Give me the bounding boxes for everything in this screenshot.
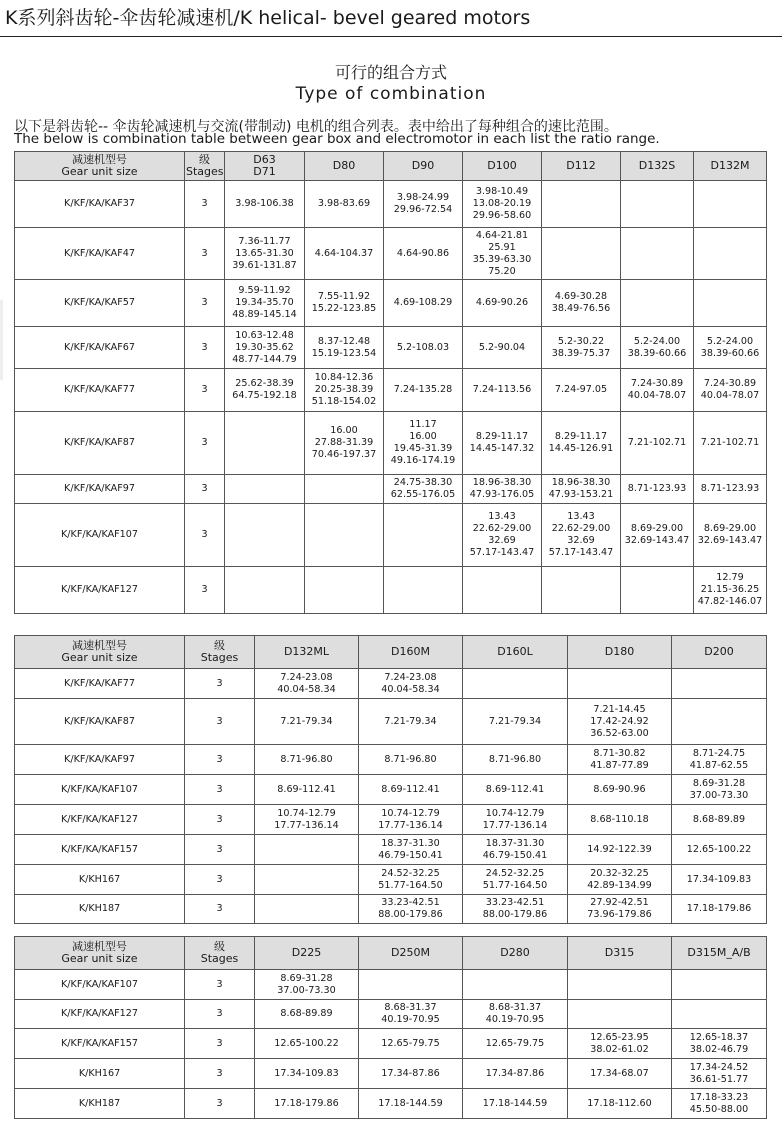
stages-cell: 3	[185, 745, 255, 775]
header-stages-en: Stages	[200, 952, 239, 965]
ratio-cell: 3.98-24.99 29.96-72.54	[384, 181, 463, 228]
ratio-cell: 10.84-12.36 20.25-38.39 51.18-154.02	[305, 369, 384, 412]
ratio-cell	[305, 567, 384, 614]
ratio-cell: 3.98-83.69	[305, 181, 384, 228]
ratio-cell: 4.64-104.37	[305, 228, 384, 280]
gear-unit-cell: K/KF/KA/KAF87	[15, 699, 185, 745]
ratio-cell	[255, 895, 359, 924]
table-row	[15, 475, 767, 504]
ratio-cell	[305, 504, 384, 567]
ratio-cell: 17.18-33.23 45.50-88.00	[672, 1089, 767, 1119]
ratio-cell	[542, 181, 621, 228]
ratio-cell: 13.43 22.62-29.00 32.69 57.17-143.47	[463, 504, 542, 567]
stages-cell: 3	[185, 835, 255, 865]
ratio-cell: 7.21-102.71	[621, 412, 694, 475]
ratio-cell: 5.2-24.00 38.39-60.66	[694, 327, 767, 369]
table-row	[15, 327, 767, 369]
ratio-cell: 4.69-108.29	[384, 280, 463, 327]
stages-cell: 3	[185, 280, 225, 327]
table-row	[15, 865, 767, 895]
ratio-cell	[621, 228, 694, 280]
ratio-cell: 8.69-90.96	[568, 775, 672, 805]
ratio-cell: 8.71-30.82 41.87-77.89	[568, 745, 672, 775]
header-motor: D160M	[359, 636, 463, 669]
ratio-cell: 16.00 27.88-31.39 70.46-197.37	[305, 412, 384, 475]
stages-cell: 3	[185, 895, 255, 924]
header-motor: D200	[672, 636, 767, 669]
section-heading-cn: 可行的组合方式	[334, 63, 447, 82]
gear-unit-cell: K/KF/KA/KAF37	[15, 181, 185, 228]
gear-unit-cell: K/KF/KA/KAF127	[15, 1000, 185, 1029]
ratio-cell: 7.21-102.71	[694, 412, 767, 475]
ratio-cell: 17.18-179.86	[672, 895, 767, 924]
ratio-cell	[568, 970, 672, 1000]
ratio-cell: 7.21-14.45 17.42-24.92 36.52-63.00	[568, 699, 672, 745]
table-header-row	[15, 937, 767, 970]
ratio-cell: 20.32-32.25 42.89-134.99	[568, 865, 672, 895]
gear-unit-cell: K/KF/KA/KAF47	[15, 228, 185, 280]
ratio-cell	[225, 567, 305, 614]
ratio-cell	[225, 504, 305, 567]
page-edge-tab	[0, 300, 3, 380]
ratio-cell: 18.37-31.30 46.79-150.41	[463, 835, 568, 865]
header-motor: D180	[568, 636, 672, 669]
table-row	[15, 1089, 767, 1119]
ratio-cell	[225, 475, 305, 504]
ratio-cell: 17.34-68.07	[568, 1059, 672, 1089]
ratio-cell: 17.34-109.83	[255, 1059, 359, 1089]
stages-cell: 3	[185, 1000, 255, 1029]
stages-cell: 3	[185, 327, 225, 369]
header-motor: D100	[463, 152, 542, 181]
stages-cell: 3	[185, 970, 255, 1000]
header-motor: D90	[384, 152, 463, 181]
ratio-cell: 10.74-12.79 17.77-136.14	[255, 805, 359, 835]
ratio-cell: 12.65-100.22	[255, 1029, 359, 1059]
ratio-cell: 8.29-11.17 14.45-147.32	[463, 412, 542, 475]
ratio-cell: 18.37-31.30 46.79-150.41	[359, 835, 463, 865]
header-motor: D160L	[463, 636, 568, 669]
ratio-cell	[463, 970, 568, 1000]
gear-unit-cell: K/KH167	[15, 865, 185, 895]
ratio-cell: 27.92-42.51 73.96-179.86	[568, 895, 672, 924]
stages-cell: 3	[185, 1029, 255, 1059]
table-row	[15, 412, 767, 475]
header-stages	[185, 937, 255, 970]
gear-unit-cell: K/KF/KA/KAF97	[15, 745, 185, 775]
ratio-cell	[672, 669, 767, 699]
section-heading-en: Type of combination	[295, 84, 487, 104]
ratio-cell: 11.17 16.00 19.45-31.39 49.16-174.19	[384, 412, 463, 475]
gear-unit-cell: K/KF/KA/KAF157	[15, 1029, 185, 1059]
ratio-cell: 7.55-11.92 15.22-123.85	[305, 280, 384, 327]
ratio-cell	[255, 865, 359, 895]
stages-cell: 3	[185, 699, 255, 745]
table-row	[15, 280, 767, 327]
ratio-cell	[672, 1000, 767, 1029]
ratio-cell: 8.69-31.28 37.00-73.30	[672, 775, 767, 805]
table-row	[15, 745, 767, 775]
table-row	[15, 504, 767, 567]
ratio-cell: 17.34-109.83	[672, 865, 767, 895]
ratio-cell: 4.69-90.26	[463, 280, 542, 327]
gear-unit-cell: K/KF/KA/KAF87	[15, 412, 185, 475]
header-motor: D132ML	[255, 636, 359, 669]
ratio-cell: 8.69-112.41	[463, 775, 568, 805]
ratio-cell	[255, 835, 359, 865]
header-motor: D315M_A/B	[672, 937, 767, 970]
ratio-cell: 12.65-79.75	[463, 1029, 568, 1059]
header-motor: D112	[542, 152, 621, 181]
ratio-cell	[621, 280, 694, 327]
table-row	[15, 228, 767, 280]
table-row	[15, 669, 767, 699]
stages-cell: 3	[185, 181, 225, 228]
ratio-cell: 17.18-144.59	[359, 1089, 463, 1119]
header-motor: D132S	[621, 152, 694, 181]
header-motor: D250M	[359, 937, 463, 970]
ratio-cell: 7.36-11.77 13.65-31.30 39.61-131.87	[225, 228, 305, 280]
ratio-cell: 7.21-79.34	[463, 699, 568, 745]
ratio-cell	[542, 567, 621, 614]
stages-cell: 3	[185, 805, 255, 835]
table-row	[15, 699, 767, 745]
ratio-cell: 17.18-144.59	[463, 1089, 568, 1119]
table-row	[15, 1059, 767, 1089]
ratio-cell	[672, 699, 767, 745]
ratio-cell: 8.71-123.93	[694, 475, 767, 504]
gear-unit-cell: K/KH187	[15, 1089, 185, 1119]
header-stages-cn: 级	[214, 639, 225, 652]
stages-cell: 3	[185, 865, 255, 895]
ratio-cell	[621, 567, 694, 614]
title-divider	[0, 36, 782, 37]
ratio-cell: 8.68-89.89	[672, 805, 767, 835]
ratio-cell: 7.21-79.34	[359, 699, 463, 745]
ratio-cell: 8.69-31.28 37.00-73.30	[255, 970, 359, 1000]
ratio-cell: 7.24-30.89 40.04-78.07	[694, 369, 767, 412]
header-unit-en: Gear unit size	[61, 165, 138, 178]
ratio-cell: 8.37-12.48 15.19-123.54	[305, 327, 384, 369]
ratio-cell: 3.98-106.38	[225, 181, 305, 228]
stages-cell: 3	[185, 228, 225, 280]
ratio-cell: 3.98-10.49 13.08-20.19 29.96-58.60	[463, 181, 542, 228]
header-motor: D280	[463, 937, 568, 970]
ratio-cell	[384, 567, 463, 614]
page-title: K系列斜齿轮-伞齿轮减速机/K helical- bevel geared motors	[5, 7, 531, 29]
ratio-cell: 5.2-24.00 38.39-60.66	[621, 327, 694, 369]
stages-cell: 3	[185, 504, 225, 567]
header-stages	[185, 152, 225, 181]
table-row	[15, 895, 767, 924]
table-header-row	[15, 636, 767, 669]
ratio-cell	[384, 504, 463, 567]
intro-text-cn: 以下是斜齿轮-- 伞齿轮减速机与交流(带制动) 电机的组合列表。表中给出了每种组合的速比范围。	[14, 119, 618, 135]
ratio-cell: 12.65-100.22	[672, 835, 767, 865]
ratio-cell	[694, 181, 767, 228]
gear-unit-cell: K/KH167	[15, 1059, 185, 1089]
header-motor: D132M	[694, 152, 767, 181]
ratio-cell: 18.96-38.30 47.93-153.21	[542, 475, 621, 504]
stages-cell: 3	[185, 567, 225, 614]
ratio-cell: 7.24-113.56	[463, 369, 542, 412]
header-unit-cn: 减速机型号	[72, 940, 127, 953]
ratio-cell: 5.2-90.04	[463, 327, 542, 369]
ratio-cell: 4.64-21.81 25.91 35.39-63.30 75.20	[463, 228, 542, 280]
ratio-cell	[542, 228, 621, 280]
gear-unit-cell: K/KF/KA/KAF157	[15, 835, 185, 865]
ratio-cell: 10.63-12.48 19.30-35.62 48.77-144.79	[225, 327, 305, 369]
gear-unit-cell: K/KF/KA/KAF77	[15, 669, 185, 699]
table-row	[15, 970, 767, 1000]
ratio-cell: 17.18-179.86	[255, 1089, 359, 1119]
stages-cell: 3	[185, 1089, 255, 1119]
table-row	[15, 805, 767, 835]
ratio-cell: 8.68-110.18	[568, 805, 672, 835]
ratio-cell: 12.65-18.37 38.02-46.79	[672, 1029, 767, 1059]
header-gear-unit	[15, 152, 185, 181]
ratio-cell: 10.74-12.79 17.77-136.14	[463, 805, 568, 835]
ratio-cell: 9.59-11.92 19.34-35.70 48.89-145.14	[225, 280, 305, 327]
header-gear-unit	[15, 937, 185, 970]
stages-cell: 3	[185, 412, 225, 475]
header-stages-en: Stages	[186, 165, 224, 178]
table-row	[15, 775, 767, 805]
gear-unit-cell: K/KH187	[15, 895, 185, 924]
ratio-cell: 8.71-123.93	[621, 475, 694, 504]
header-motor: D315	[568, 937, 672, 970]
gear-unit-cell: K/KF/KA/KAF107	[15, 504, 185, 567]
gear-unit-cell: K/KF/KA/KAF107	[15, 775, 185, 805]
ratio-cell	[305, 475, 384, 504]
header-unit-cn: 减速机型号	[72, 153, 127, 166]
ratio-cell: 7.21-79.34	[255, 699, 359, 745]
ratio-cell: 12.65-79.75	[359, 1029, 463, 1059]
header-unit-en: Gear unit size	[61, 651, 138, 664]
gear-unit-cell: K/KF/KA/KAF107	[15, 970, 185, 1000]
ratio-cell: 10.74-12.79 17.77-136.14	[359, 805, 463, 835]
header-stages-cn: 级	[199, 153, 210, 166]
ratio-cell: 17.34-87.86	[463, 1059, 568, 1089]
stages-cell: 3	[185, 369, 225, 412]
ratio-cell: 7.24-23.08 40.04-58.34	[359, 669, 463, 699]
ratio-cell: 12.79 21.15-36.25 47.82-146.07	[694, 567, 767, 614]
stages-cell: 3	[185, 1059, 255, 1089]
ratio-cell: 25.62-38.39 64.75-192.18	[225, 369, 305, 412]
ratio-cell: 8.69-29.00 32.69-143.47	[694, 504, 767, 567]
ratio-cell: 8.71-96.80	[255, 745, 359, 775]
ratio-cell: 17.34-87.86	[359, 1059, 463, 1089]
gear-unit-cell: K/KF/KA/KAF57	[15, 280, 185, 327]
header-stages-cn: 级	[214, 940, 225, 953]
ratio-cell: 17.34-24.52 36.61-51.77	[672, 1059, 767, 1089]
ratio-cell: 24.52-32.25 51.77-164.50	[463, 865, 568, 895]
ratio-cell: 8.68-31.37 40.19-70.95	[359, 1000, 463, 1029]
table-row	[15, 835, 767, 865]
ratio-cell: 8.71-24.75 41.87-62.55	[672, 745, 767, 775]
ratio-cell	[463, 669, 568, 699]
ratio-cell: 13.43 22.62-29.00 32.69 57.17-143.47	[542, 504, 621, 567]
ratio-cell	[694, 280, 767, 327]
gear-unit-cell: K/KF/KA/KAF67	[15, 327, 185, 369]
ratio-cell	[621, 181, 694, 228]
header-unit-cn: 减速机型号	[72, 639, 127, 652]
table-row	[15, 1029, 767, 1059]
ratio-cell: 24.52-32.25 51.77-164.50	[359, 865, 463, 895]
gear-unit-cell: K/KF/KA/KAF127	[15, 805, 185, 835]
ratio-cell: 24.75-38.30 62.55-176.05	[384, 475, 463, 504]
ratio-cell: 18.96-38.30 47.93-176.05	[463, 475, 542, 504]
ratio-cell: 8.69-112.41	[359, 775, 463, 805]
header-stages-en: Stages	[200, 651, 239, 664]
ratio-cell	[672, 970, 767, 1000]
ratio-cell: 8.71-96.80	[463, 745, 568, 775]
ratio-cell: 8.69-29.00 32.69-143.47	[621, 504, 694, 567]
table-row	[15, 369, 767, 412]
intro-text-en: The below is combination table between gear box and electromotor in each list the ratio range.	[14, 131, 660, 147]
combination-table-2	[14, 635, 767, 924]
ratio-cell: 12.65-23.95 38.02-61.02	[568, 1029, 672, 1059]
gear-unit-cell: K/KF/KA/KAF127	[15, 567, 185, 614]
ratio-cell	[359, 970, 463, 1000]
ratio-cell: 8.68-31.37 40.19-70.95	[463, 1000, 568, 1029]
stages-cell: 3	[185, 669, 255, 699]
table-row	[15, 1000, 767, 1029]
ratio-cell: 14.92-122.39	[568, 835, 672, 865]
ratio-cell: 8.71-96.80	[359, 745, 463, 775]
ratio-cell: 5.2-30.22 38.39-75.37	[542, 327, 621, 369]
combination-table-1	[14, 151, 767, 614]
ratio-cell	[694, 228, 767, 280]
ratio-cell	[568, 1000, 672, 1029]
table-header-row	[15, 152, 767, 181]
ratio-cell: 7.24-97.05	[542, 369, 621, 412]
ratio-cell	[463, 567, 542, 614]
ratio-cell	[568, 669, 672, 699]
stages-cell: 3	[185, 475, 225, 504]
combination-table-3	[14, 936, 767, 1119]
ratio-cell: 7.24-23.08 40.04-58.34	[255, 669, 359, 699]
ratio-cell: 8.29-11.17 14.45-126.91	[542, 412, 621, 475]
ratio-cell: 8.69-112.41	[255, 775, 359, 805]
ratio-cell: 5.2-108.03	[384, 327, 463, 369]
ratio-cell: 33.23-42.51 88.00-179.86	[463, 895, 568, 924]
ratio-cell	[225, 412, 305, 475]
ratio-cell: 4.69-30.28 38.49-76.56	[542, 280, 621, 327]
ratio-cell: 7.24-135.28	[384, 369, 463, 412]
ratio-cell: 8.68-89.89	[255, 1000, 359, 1029]
ratio-cell: 7.24-30.89 40.04-78.07	[621, 369, 694, 412]
header-motor: D225	[255, 937, 359, 970]
gear-unit-cell: K/KF/KA/KAF97	[15, 475, 185, 504]
ratio-cell: 4.64-90.86	[384, 228, 463, 280]
header-motor: D80	[305, 152, 384, 181]
stages-cell: 3	[185, 775, 255, 805]
gear-unit-cell: K/KF/KA/KAF77	[15, 369, 185, 412]
header-motor: D63 D71	[225, 152, 305, 181]
header-gear-unit	[15, 636, 185, 669]
table-row	[15, 567, 767, 614]
ratio-cell: 17.18-112.60	[568, 1089, 672, 1119]
header-unit-en: Gear unit size	[61, 952, 138, 965]
table-row	[15, 181, 767, 228]
ratio-cell: 33.23-42.51 88.00-179.86	[359, 895, 463, 924]
header-stages	[185, 636, 255, 669]
